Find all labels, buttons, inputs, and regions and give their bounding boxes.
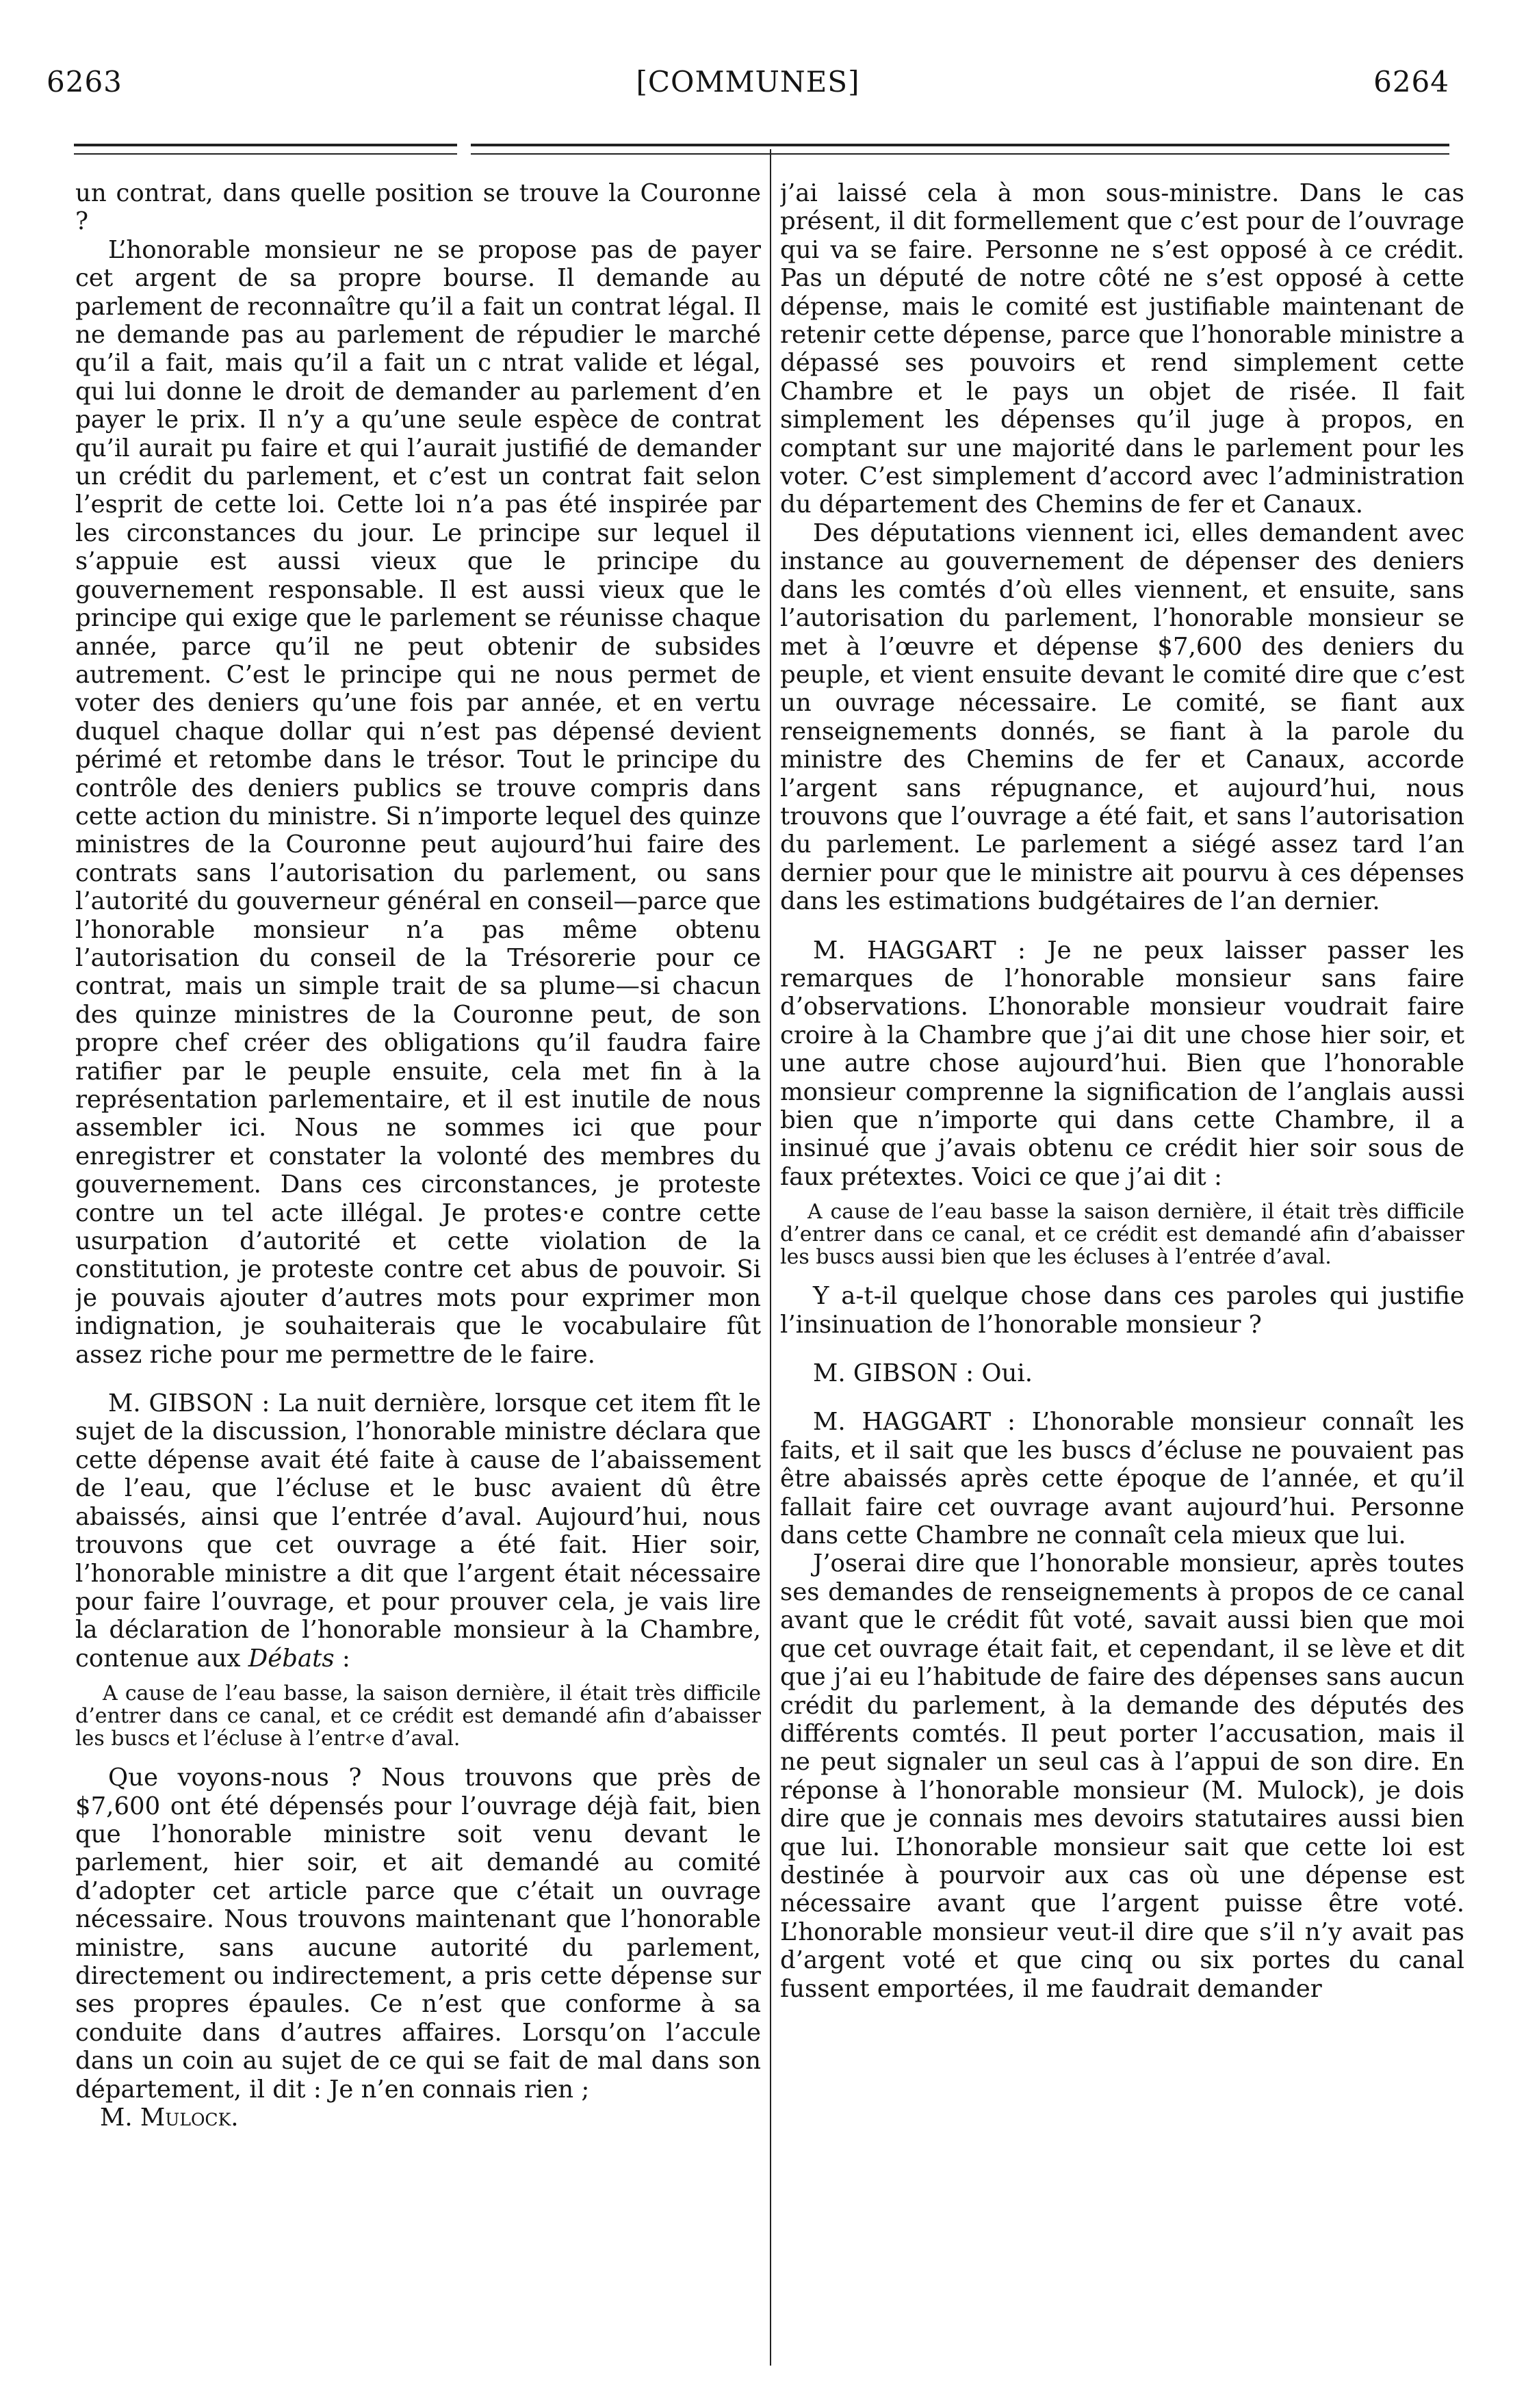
paragraph: j’ai laissé cela à mon sous-ministre. Dans le cas présent, il dit formellement que c’est pour de l’ouvrage qui va se faire. Personne ne s’est opposé à ce crédit. Pas un député de notre côté ne s’est opposé à cette dépense, mais le comité est justifiable maintenant de retenir cette dépense, parce que l’honorable ministre a dépassé ses pouvoirs et rend simplement cette Chambre et le pays un objet de risée. Il fait simplement les dépenses qu’il juge à propos, en comptant sur une majorité dans le parlement pour les voter. C’est simplement d’accord avec l’administration du département des Chemins de fer et Canaux.	[780, 179, 1464, 519]
speech-paragraph	[780, 1408, 1464, 1549]
column-divider	[770, 149, 771, 2366]
signature-name: M. Mulock.	[100, 2104, 239, 2132]
paragraph: Des députations viennent ici, elles demandent avec instance au gouvernement de dépenser des deniers dans les comtés d’où elles viennent, et ensuite, sans l’autorisation du parlement, l’honorable monsieur se met à l’œuvre et dépense $7,600 des deniers du peuple, et vient ensuite devant le comité dire que c’est un ouvrage nécessaire. Le comité, se fiant aux renseignements donnés, se fiant à la parole du ministre des Chemins de fer et Canaux, accorde l’argent sans répugnance, et aujourd’hui, nous trouvons que l’ouvrage a été fait, et sans l’autorisation du parlement. Le parlement a siégé assez tard l’an dernier pour que le ministre ait pourvu à ces dépenses dans les estimations budgétaires de l’an dernier.	[780, 519, 1464, 916]
speech-text: Je ne peux laisser passer les remarques de l’honorable monsieur sans faire d’observations. L’honorable monsieur voudrait faire croire à la Chambre que j’ai dit une chose hier soir, et une autre chose aujourd’hui. Bien que l’honorable monsieur comprenne la signification de l’anglais aussi bien que n’importe qui dans cette Chambre, il a insinué que j’avais obtenu ce crédit hier soir sous de faux prétextes. Voici ce que j’ai dit :	[780, 936, 1464, 1191]
right-column	[780, 179, 1464, 2361]
speech-text: La nuit dernière, lorsque cet item fît le sujet de la discussion, l’honorable ministre déclara que cette dépense avait été faite à cause de l’abaissement de l’eau, que l’écluse et le busc avaient dû être abaissés, ainsi que l’entrée d’aval. Aujourd’hui, nous trouvons que cet ouvrage a été fait. Hier soir, l’honorable ministre a dit que l’argent était nécessaire pour faire l’ouvrage, et pour prouver cela, je vais lire la déclaration de l’honorable monsieur à la Chambre, contenue aux	[75, 1389, 761, 1673]
debats-reference: Débats	[248, 1644, 335, 1673]
speech-text: Oui.	[974, 1359, 1033, 1388]
speech-paragraph	[780, 937, 1464, 1192]
speech-paragraph	[75, 1389, 761, 1673]
paragraph: J’oserai dire que l’honorable monsieur, après toutes ses demandes de renseignements à propos de ce canal avant que le crédit fût voté, savait aussi bien que moi que cet ouvrage était fait, et cependant, il se lève et dit que j’ai eu l’habitude de faire des dépenses sans aucun crédit du parlement, à la demande des députés des différents comtés. Il peut porter l’accusation, mais il ne peut signaler un seul cas à l’appui de son dire. En réponse à l’honorable monsieur (M. Mulock), je dois dire que je connais mes devoirs statutaires aussi bien que lui. L’honorable monsieur sait que cette loi est destinée à pourvoir aux cas où une dépense est nécessaire avant que l’argent puisse être voté. L’honorable monsieur veut-il dire que s’il n’y avait pas d’argent voté et que cinq ou six portes du canal fussent emportées, il me faudrait demander	[780, 1549, 1464, 2003]
page-number-right: 6264	[1373, 65, 1449, 99]
speech-text: L’honorable monsieur connaît les faits, et il sait que les buscs d’écluse ne pouvaient pas être abaissés après cette époque de l’année, et qu’il fallait faire cet ouvrage avant aujourd’hui. Personne dans cette Chambre ne connaît cela mieux que lui.	[780, 1408, 1464, 1550]
paragraph: Que voyons-nous ? Nous trouvons que près de $7,600 ont été dépensés pour l’ouvrage déjà fait, bien que l’honorable ministre soit venu devant le parlement, hier soir, et ait demandé au comité d’adopter cet article parce que c’était un ouvrage nécessaire. Nous trouvons maintenant que l’honorable ministre, sans aucune autorité du parlement, directement ou indirectement, a pris cette dépense sur ses propres épaules. Ce n’est que conforme à sa conduite dans d’autres affaires. Lorsqu’on l’accule dans un coin au sujet de ce qui se fait de mal dans son département, il dit : Je n’en connais rien ;	[75, 1764, 761, 2104]
page-title: [COMMUNES]	[636, 65, 860, 99]
paragraph: Y a-t-il quelque chose dans ces paroles qui justifie l’insinuation de l’honorable monsieur ?	[780, 1282, 1464, 1339]
speaker-name: M. GIBSON :	[813, 1359, 974, 1388]
block-quote: A cause de l’eau basse la saison dernière, il était très difficile d’entrer dans ce canal, et ce crédit est demandé afin d’abaisser les buscs aussi bien que les écluses à l’entrée d’aval.	[780, 1200, 1464, 1270]
page-number-left: 6263	[47, 65, 122, 99]
paragraph: un contrat, dans quelle position se trouve la Couronne ?	[75, 179, 761, 236]
block-quote: A cause de l’eau basse, la saison dernière, il était très difficile d’entrer dans ce canal, et ce crédit est demandé afin d’abaisser les buscs et l’écluse à l’entr‹e d’aval.	[75, 1681, 761, 1751]
speech-paragraph	[780, 1359, 1464, 1387]
speaker-name: M. GIBSON :	[108, 1389, 270, 1418]
speaker-name: M. HAGGART :	[813, 1408, 1016, 1437]
speaker-name: M. HAGGART :	[813, 936, 1026, 965]
left-column	[75, 179, 761, 2361]
header-rule-left	[74, 144, 457, 155]
speech-text-end: :	[334, 1644, 350, 1673]
signature	[75, 2104, 761, 2132]
header-rule-right	[471, 144, 1449, 155]
page-header	[47, 65, 1449, 127]
paragraph: L’honorable monsieur ne se propose pas de payer cet argent de sa propre bourse. Il demande au parlement de reconnaître qu’il a fait un contrat légal. Il ne demande pas au parlement de répudier le marché qu’il a fait, mais qu’il a fait un c ntrat valide et légal, qui lui donne le droit de demander au parlement d’en payer le prix. Il n’y a qu’une seule espèce de contrat qu’il aurait pu faire et qui l’aurait justifié de demander un crédit du parlement, et c’est un contrat fait selon l’esprit de cette loi. Cette loi n’a pas été inspirée par les circonstances du jour. Le principe sur lequel il s’appuie est aussi vieux que le principe du gouvernement responsable. Il est aussi vieux que le principe qui exige que le parlement se réunisse chaque année, parce qu’il ne peut obtenir de subsides autrement. C’est le principe qui ne nous permet de voter des deniers qu’une fois par année, et en vertu duquel chaque dollar qui n’est pas dépensé devient périmé et retombe dans le trésor. Tout le principe du contrôle des deniers publics se trouve compris dans cette action du ministre. Si n’importe lequel des quinze ministres de la Couronne peut aujourd’hui faire des contrats sans l’autorisation du parlement, ou sans l’autorité du gouverneur général en conseil—parce que l’honorable monsieur n’a pas même obtenu l’autorisation du conseil de la Trésorerie pour ce contrat, mais un simple trait de sa plume—si chacun des quinze ministres de la Couronne peut, de son propre chef créer des obligations qu’il faudra faire ratifier par le peuple ensuite, cela met fin à la représentation parlementaire, et il est inutile de nous assembler ici. Nous ne sommes ici que pour enregistrer et constater la volonté des membres du gouvernement. Dans ces circonstances, je proteste contre un tel acte illégal. Je protes‧e contre cette usurpation d’autorité et cette violation de la constitution, je proteste contre cet abus de pouvoir. Si je pouvais ajouter d’autres mots pour exprimer mon indignation, je souhaiterais que le vocabulaire fût assez riche pour me permettre de le faire.	[75, 235, 761, 1369]
